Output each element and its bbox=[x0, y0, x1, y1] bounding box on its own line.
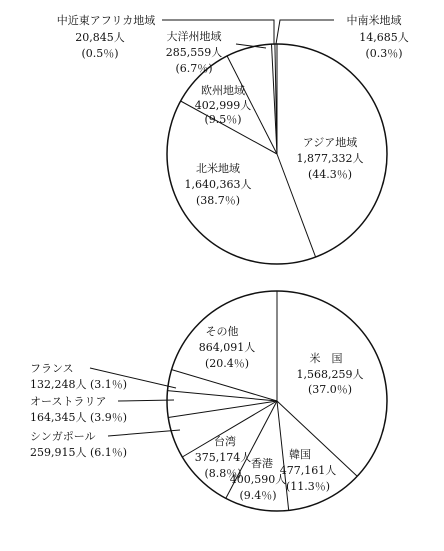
slice-value-singapore: 259,915人 bbox=[30, 446, 87, 459]
slice-name-korea: 韓国 bbox=[289, 448, 311, 461]
slice-label-australia bbox=[30, 395, 127, 424]
slice-percent-other: (20.4％) bbox=[204, 357, 250, 370]
slice-name-taiwan: 台湾 bbox=[214, 435, 236, 448]
leader-line-australia bbox=[118, 400, 174, 401]
slice-value-usa: 1,568,259人 bbox=[296, 368, 364, 381]
slice-name-other: その他 bbox=[205, 325, 239, 338]
slice-percent-taiwan: (8.8％) bbox=[204, 467, 242, 480]
slice-label-singapore bbox=[30, 430, 127, 459]
slice-percent-france: (3.1％) bbox=[90, 378, 128, 391]
slice-value-other: 864,091人 bbox=[198, 341, 256, 354]
slice-percent-usa: (37.0％) bbox=[307, 383, 353, 396]
slice-name-asia: アジア地域 bbox=[302, 136, 358, 149]
slice-percent-europe: (9.5％) bbox=[204, 113, 242, 126]
slice-percent-asia: (44.3％) bbox=[307, 168, 353, 181]
slice-name-north-america: 北米地域 bbox=[196, 162, 240, 175]
slice-name-usa: 米 国 bbox=[309, 352, 343, 365]
slice-label-latin-america bbox=[347, 13, 409, 60]
slice-percent-hong-kong: (9.4％) bbox=[239, 489, 277, 502]
slice-percent-australia: (3.9％) bbox=[90, 411, 128, 424]
leader-line-latin-america bbox=[276, 20, 334, 44]
slice-value-taiwan: 375,174人 bbox=[194, 451, 252, 464]
slice-percent-oceania: (6.7％) bbox=[175, 62, 213, 75]
slice-value-north-america: 1,640,363人 bbox=[184, 178, 252, 191]
slice-name-oceania: 大洋州地域 bbox=[166, 30, 222, 43]
slice-name-middle-east-africa: 中近東アフリカ地域 bbox=[56, 14, 156, 27]
leader-line-singapore bbox=[108, 430, 180, 436]
slice-name-europe: 欧州地域 bbox=[201, 84, 245, 97]
slice-value-australia: 164,345人 bbox=[30, 411, 87, 424]
slice-value-hong-kong: 400,590人 bbox=[229, 473, 287, 486]
slice-value-oceania: 285,559人 bbox=[165, 46, 223, 59]
slice-name-france: フランス bbox=[30, 362, 74, 375]
slice-percent-singapore: (6.1％) bbox=[90, 446, 128, 459]
slice-name-hong-kong: 香港 bbox=[251, 457, 273, 470]
slice-value-europe: 402,999人 bbox=[194, 99, 252, 112]
slice-percent-latin-america: (0.3％) bbox=[365, 47, 403, 60]
slice-value-france: 132,248人 bbox=[30, 378, 87, 391]
slice-percent-korea: (11.3％) bbox=[285, 480, 331, 493]
slice-name-australia: オーストラリア bbox=[30, 395, 107, 408]
slice-percent-north-america: (38.7％) bbox=[195, 194, 241, 207]
slice-value-asia: 1,877,332人 bbox=[296, 152, 364, 165]
slice-value-korea: 477,161人 bbox=[279, 464, 337, 477]
slice-name-latin-america: 中南米地域 bbox=[346, 14, 402, 27]
slice-value-middle-east-africa: 20,845人 bbox=[75, 31, 125, 44]
slice-label-middle-east-africa bbox=[57, 13, 155, 60]
slice-name-singapore: シンガポール bbox=[30, 430, 96, 443]
slice-value-latin-america: 14,685人 bbox=[359, 31, 409, 44]
slice-label-france bbox=[30, 362, 127, 391]
slice-percent-middle-east-africa: (0.5％) bbox=[81, 47, 119, 60]
